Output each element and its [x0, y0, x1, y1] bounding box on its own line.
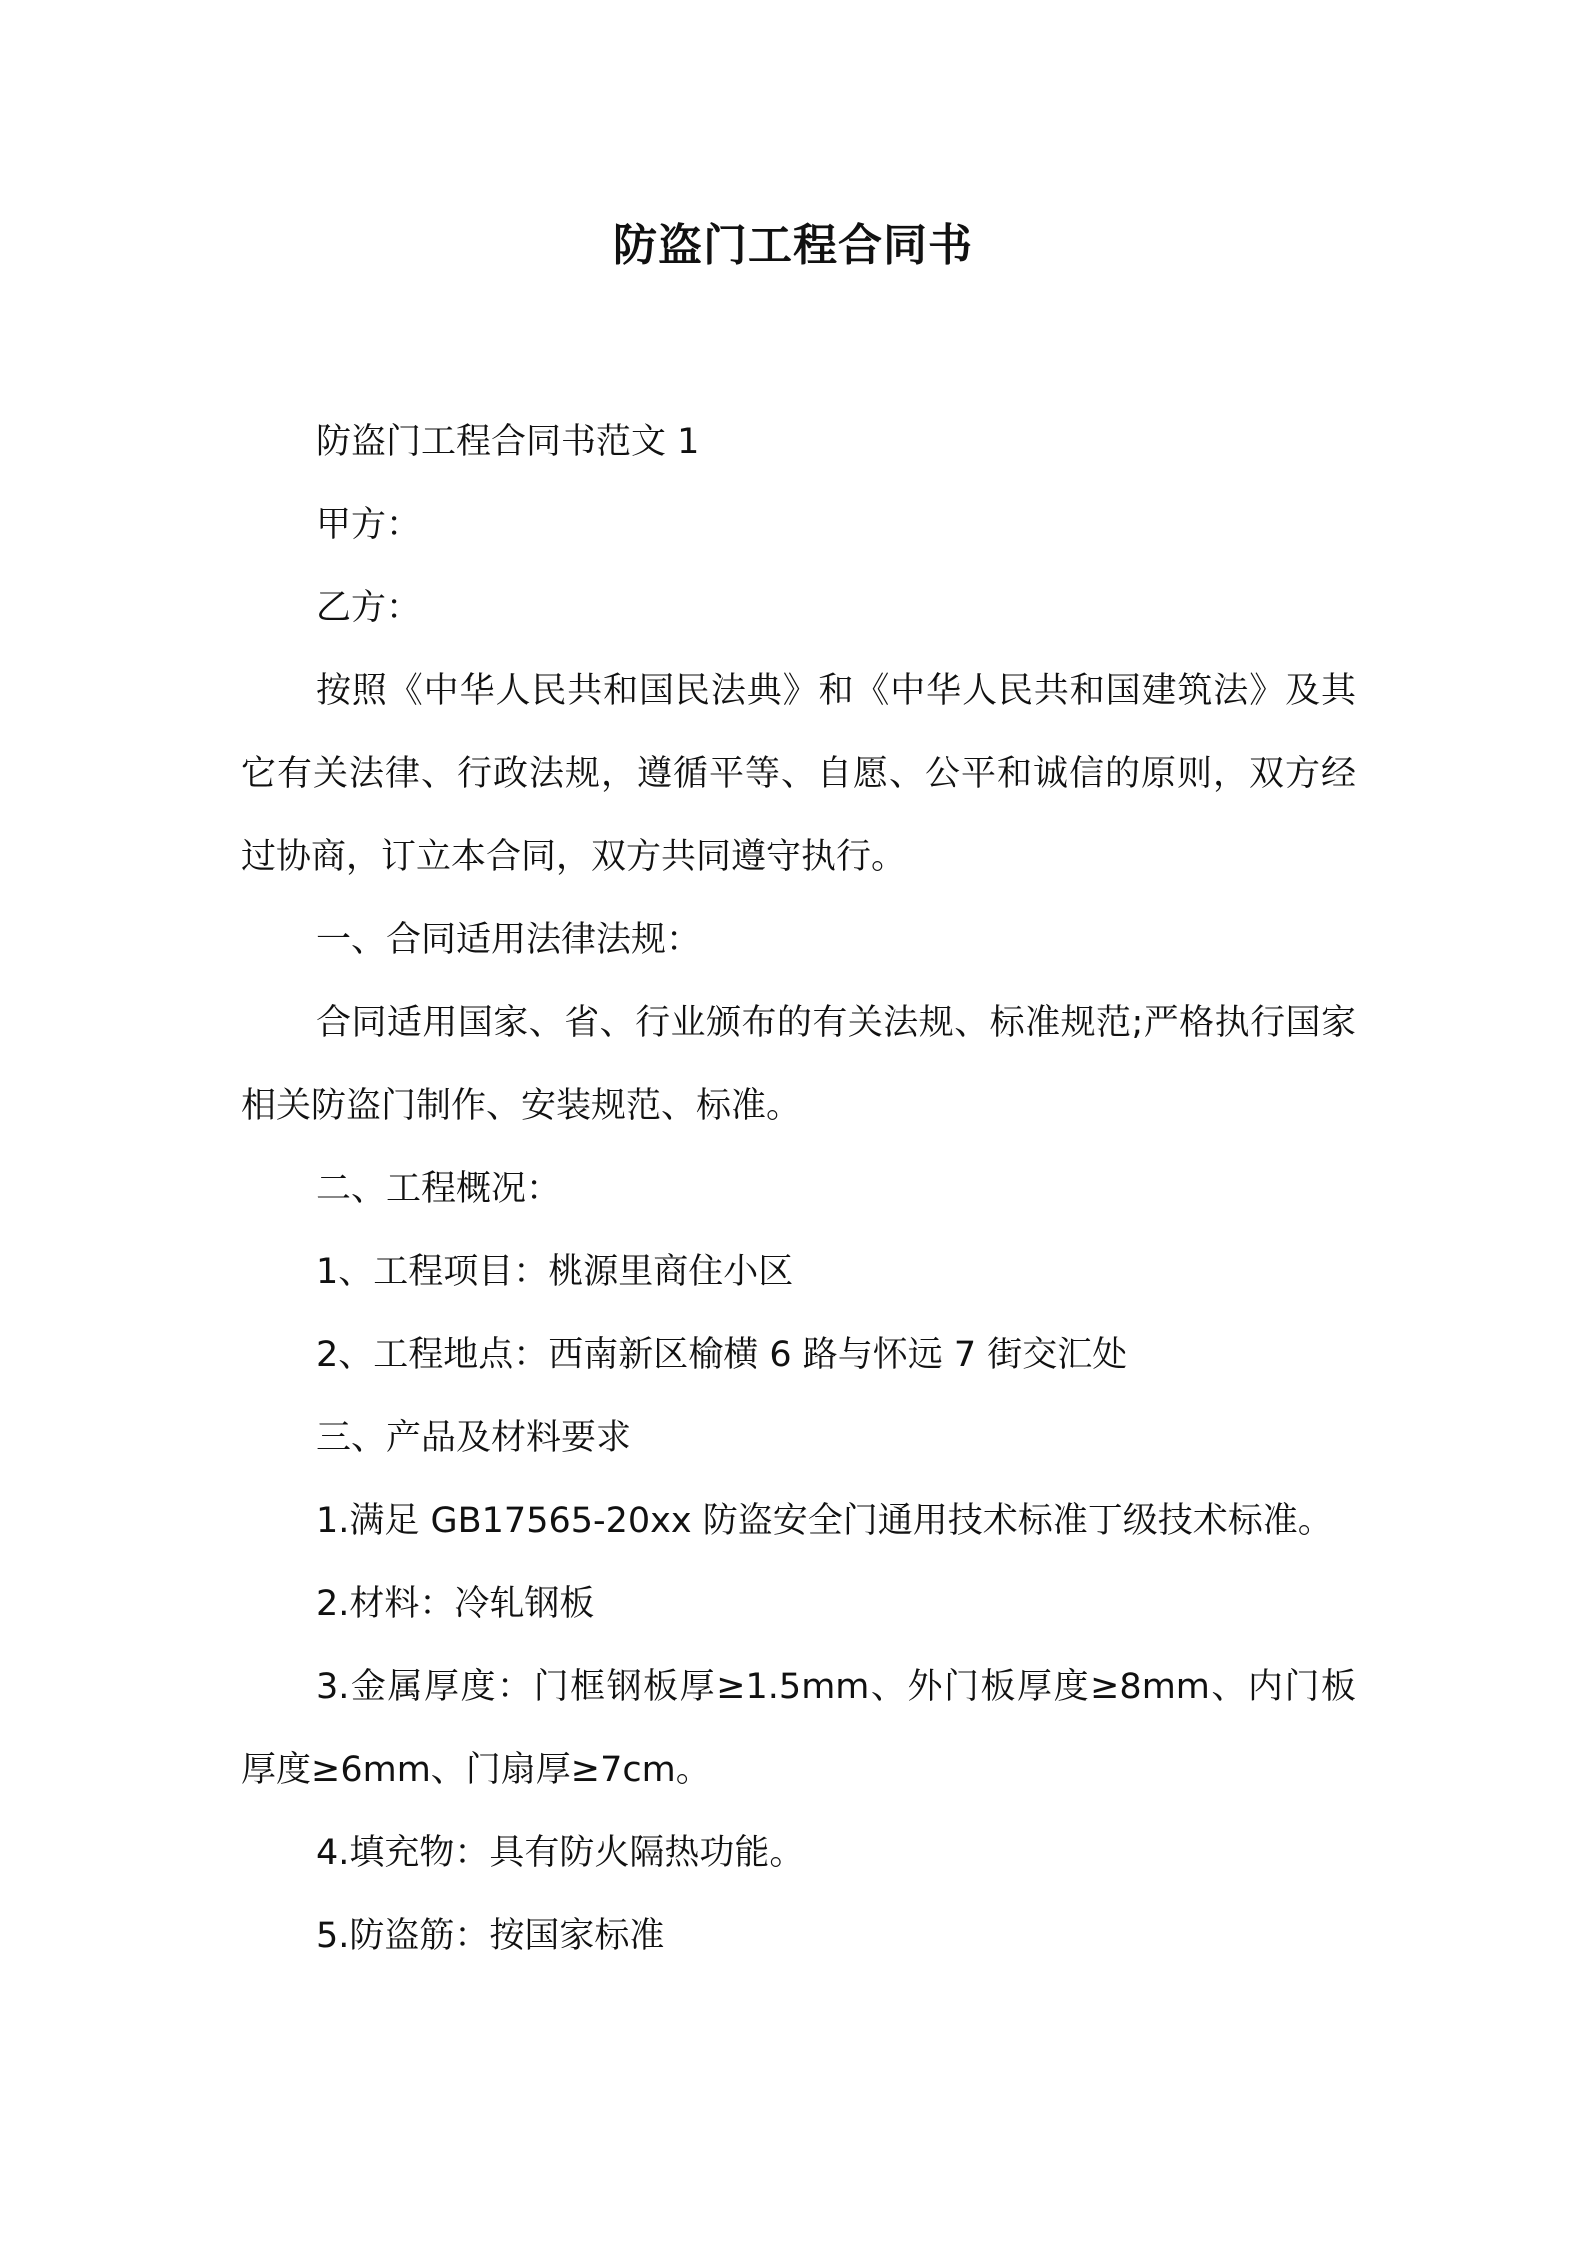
paragraph-project-location: 2、工程地点：西南新区榆横 6 路与怀远 7 街交汇处: [316, 1335, 1128, 1375]
paragraph-preamble: 按照《中华人民共和国民法典》和《中华人民共和国建筑法》及其它有关法律、行政法规，遵循平等、自愿、公平和诚信的原则，双方经过协商，订立本合同，双方共同遵守执行。: [241, 671, 1356, 877]
paragraph-party-a: 甲方：: [316, 505, 422, 545]
paragraph-filler: 4.填充物：具有防火隔热功能。: [316, 1833, 805, 1873]
paragraph-standard: 1.满足 GB17565-20xx 防盗安全门通用技术标准丁级技术标准。: [316, 1501, 1333, 1541]
paragraph-thickness: 3.金属厚度：门框钢板厚≥1.5mm、外门板厚度≥8mm、内门板厚度≥6mm、门扇厚≥7cm。: [241, 1667, 1356, 1790]
paragraph-anti-theft-bars: 5.防盗筋：按国家标准: [316, 1916, 665, 1956]
paragraph-party-b: 乙方：: [316, 588, 422, 628]
document-title: 防盗门工程合同书: [613, 220, 973, 271]
paragraph-sample-heading: 防盗门工程合同书范文 1: [316, 422, 700, 462]
section-heading-materials: 三、产品及材料要求: [316, 1418, 632, 1458]
paragraph-project-name: 1、工程项目：桃源里商住小区: [316, 1252, 794, 1292]
document-body: [241, 401, 1356, 1978]
section-heading-overview: 二、工程概况：: [316, 1169, 562, 1209]
paragraph-laws: 合同适用国家、省、行业颁布的有关法规、标准规范;严格执行国家相关防盗门制作、安装规范、标准。: [241, 1003, 1356, 1126]
paragraph-material: 2.材料：冷轧钢板: [316, 1584, 595, 1624]
section-heading-laws: 一、合同适用法律法规：: [316, 920, 702, 960]
